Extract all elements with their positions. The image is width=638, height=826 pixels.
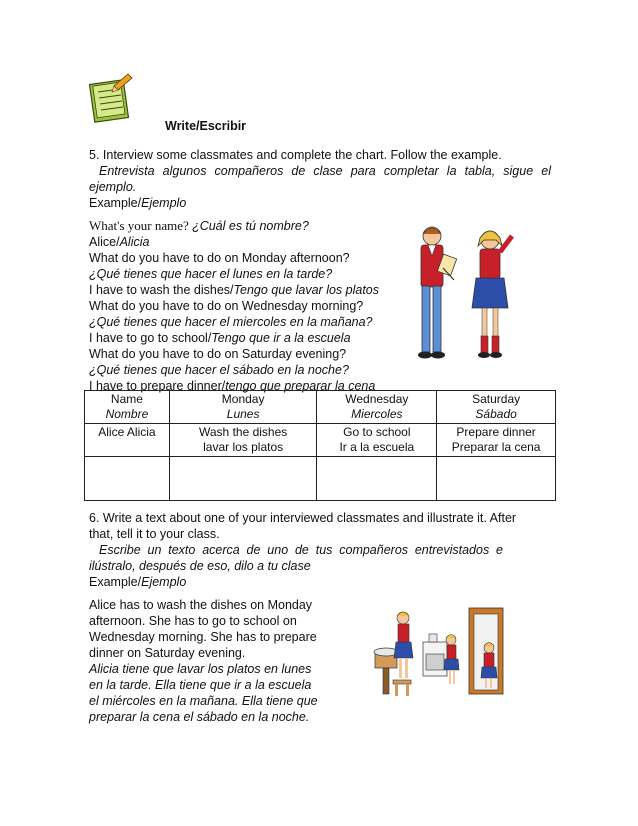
section6-instruction-en-line2: that, tell it to your class.	[89, 527, 220, 541]
a1: Alice/Alicia	[89, 235, 150, 249]
a2: I have to wash the dishes/Tengo que lavar los platos	[89, 283, 380, 297]
q3-es: ¿Qué tienes que hacer el miercoles en la mañana?	[89, 315, 373, 329]
q3-en: What do you have to do on Wednesday morning?	[89, 299, 364, 313]
girl-daily-activities-illustration	[373, 604, 505, 700]
section6-instruction-es-line1: Escribe un texto acerca de uno de tus compañeros entrevistados e	[99, 543, 503, 557]
section6-example-label: Example/Ejemplo	[89, 575, 187, 589]
cell-name: Alice Alicia	[85, 424, 170, 457]
story-en-line: afternoon. She has to go to school on	[89, 614, 297, 628]
header-wednesday: Wednesday Miercoles	[317, 391, 437, 424]
section5-instruction-es	[89, 163, 551, 179]
story-es-line: preparar la cena el sábado en la noche.	[89, 710, 310, 724]
q4-es: ¿Qué tienes que hacer el sábado en la noche?	[89, 363, 349, 377]
story-es-line: en la tarde. Ella tiene que ir a la escuela	[89, 678, 312, 692]
q4-en: What do you have to do on Saturday evening?	[89, 347, 347, 361]
a3: I have to go to school/Tengo que ir a la escuela	[89, 331, 351, 345]
story-en-line: Alice has to wash the dishes on Monday	[89, 598, 313, 612]
section6-instruction-en-line1: 6. Write a text about one of your interviewed classmates and illustrate it. After	[89, 511, 517, 525]
empty-cell[interactable]	[317, 457, 437, 501]
section6-instruction-es-line2: ilústralo, después de eso, dilo a tu clase	[89, 559, 311, 573]
header-name: Name Nombre	[85, 391, 170, 424]
section5-example-label: Example/Ejemplo	[89, 196, 187, 210]
q2-es: ¿Qué tienes que hacer el lunes en la tarde?	[89, 267, 333, 281]
a4: I have to prepare dinner/tengo que preparar la cena	[89, 379, 376, 393]
notebook-pencil-icon	[88, 72, 134, 124]
empty-cell[interactable]	[85, 457, 170, 501]
table-row-empty	[85, 457, 556, 501]
header-saturday: Saturday Sábado	[437, 391, 556, 424]
section5-instruction-en: 5. Interview some classmates and complete the chart. Follow the example.	[89, 148, 502, 162]
story-en-line: dinner on Saturday evening.	[89, 646, 246, 660]
q2-en: What do you have to do on Monday afternoon?	[89, 251, 350, 265]
table-header-row	[85, 391, 556, 424]
table-row	[85, 424, 556, 457]
cell-monday: Wash the dishes lavar los platos	[169, 424, 317, 457]
story-en-line: Wednesday morning. She has to prepare	[89, 630, 317, 644]
two-children-talking-illustration	[410, 222, 522, 364]
story-es-line: el miércoles en la mañana. Ella tiene que	[89, 694, 318, 708]
header-monday: Monday Lunes	[169, 391, 317, 424]
story-es-line: Alicia tiene que lavar los platos en lunes	[89, 662, 312, 676]
empty-cell[interactable]	[437, 457, 556, 501]
cell-saturday: Prepare dinner Preparar la cena	[437, 424, 556, 457]
section5-instruction-es-line2: ejemplo.	[89, 180, 137, 194]
page-title: Write/Escribir	[165, 119, 247, 133]
section5-instruction-es-line1: Entrevista algunos compañeros de clase para completar la tabla, sigue el	[99, 164, 551, 178]
cell-wednesday: Go to school Ir a la escuela	[317, 424, 437, 457]
interview-chart	[84, 390, 556, 501]
empty-cell[interactable]	[169, 457, 317, 501]
q1: What's your name? ¿Cuál es tú nombre?	[89, 218, 309, 233]
